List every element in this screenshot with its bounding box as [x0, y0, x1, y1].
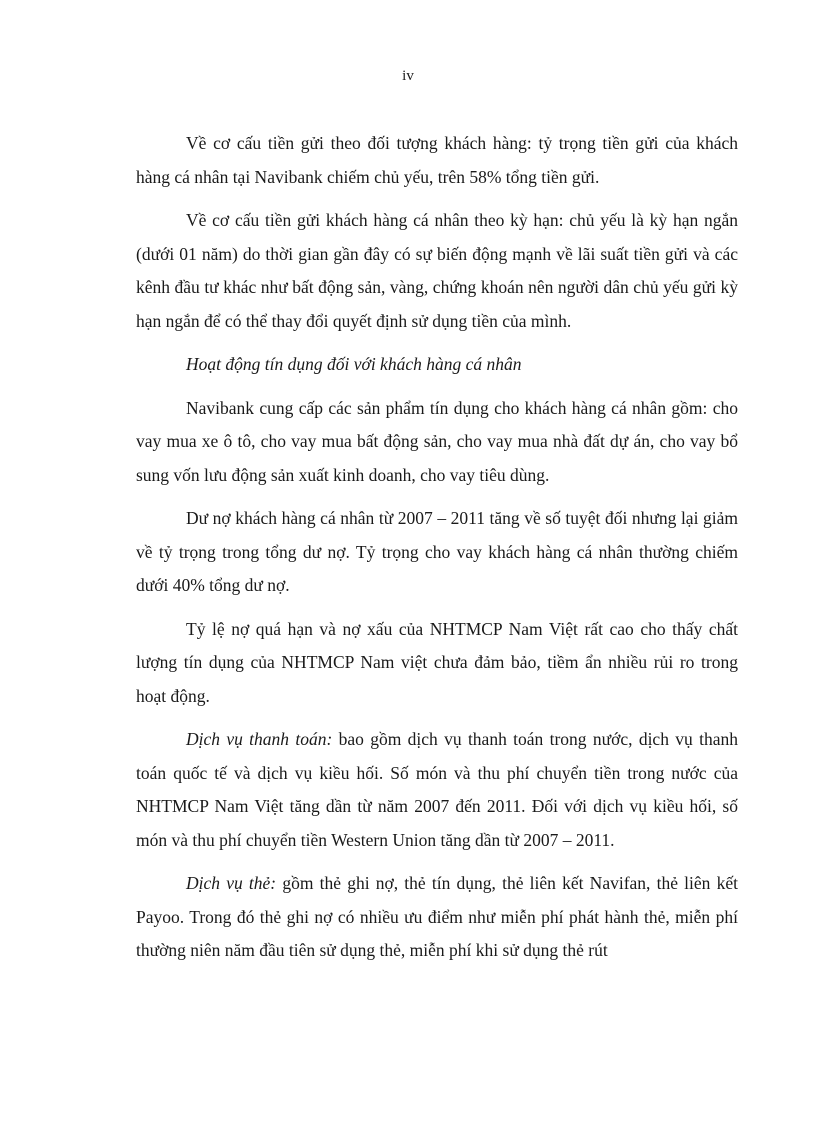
heading-credit-activity: Hoạt động tín dụng đối với khách hàng cá nhân — [186, 354, 522, 374]
document-body — [136, 127, 738, 978]
paragraph-outstanding-loans: Dư nợ khách hàng cá nhân từ 2007 – 2011 tăng về số tuyệt đối nhưng lại giảm về tỷ trọng trong tổng dư nợ. Tỷ trọng cho vay khách hàng cá nhân thường chiếm dưới 40% tổng dư nợ. — [136, 508, 738, 595]
payment-services-lead: Dịch vụ thanh toán: — [186, 729, 333, 749]
paragraph-credit-products: Navibank cung cấp các sản phẩm tín dụng cho khách hàng cá nhân gồm: cho vay mua xe ô tô, cho vay mua bất động sản, cho vay mua nhà đất dự án, cho vay bổ sung vốn lưu động sản xuất kinh doanh, cho vay tiêu dùng. — [136, 397, 738, 485]
payment-services-body: bao gồm dịch vụ thanh toán trong nước, dịch vụ thanh toán quốc tế và dịch vụ kiều hối. Số món và thu phí chuyển tiền trong nước của NHTMCP Nam Việt tăng dần từ năm 2007 đến 2011. Đối với dịch vụ kiều hối, số món và thu phí chuyển tiền Western Union tăng dần từ 2007 – 2011. — [136, 729, 738, 850]
paragraph-bad-debt: Tỷ lệ nợ quá hạn và nợ xấu của NHTMCP Nam Việt rất cao cho thấy chất lượng tín dụng của NHTMCP Nam việt chưa đảm bảo, tiềm ẩn nhiều rủi ro trong hoạt động. — [136, 618, 738, 706]
paragraph-deposit-structure-by-customer: Về cơ cấu tiền gửi theo đối tượng khách hàng: tỷ trọng tiền gửi của khách hàng cá nhân tại Navibank chiếm chủ yếu, trên 58% tổng tiền gửi. — [136, 133, 738, 187]
paragraph-payment-services — [136, 723, 738, 857]
paragraph-card-services — [136, 867, 738, 968]
card-services-body: gồm thẻ ghi nợ, thẻ tín dụng, thẻ liên kết Navifan, thẻ liên kết Payoo. Trong đó thẻ ghi nợ có nhiều ưu điểm như miễn phí phát hành thẻ, miễn phí thường niên năm đầu tiên sử dụng thẻ, miễn phí khi sử dụng thẻ rút — [136, 873, 738, 960]
paragraph-deposit-structure-by-term: Về cơ cấu tiền gửi khách hàng cá nhân theo kỳ hạn: chủ yếu là kỳ hạn ngắn (dưới 01 năm) do thời gian gần đây có sự biến động mạnh về lãi suất tiền gửi và các kênh đầu tư khác như bất động sản, vàng, chứng khoán nên người dân chủ yếu gửi kỳ hạn ngắn để có thể thay đổi quyết định sử dụng tiền của mình. — [136, 210, 738, 331]
page-number: iv — [402, 68, 414, 84]
card-services-lead: Dịch vụ thẻ: — [186, 873, 277, 893]
